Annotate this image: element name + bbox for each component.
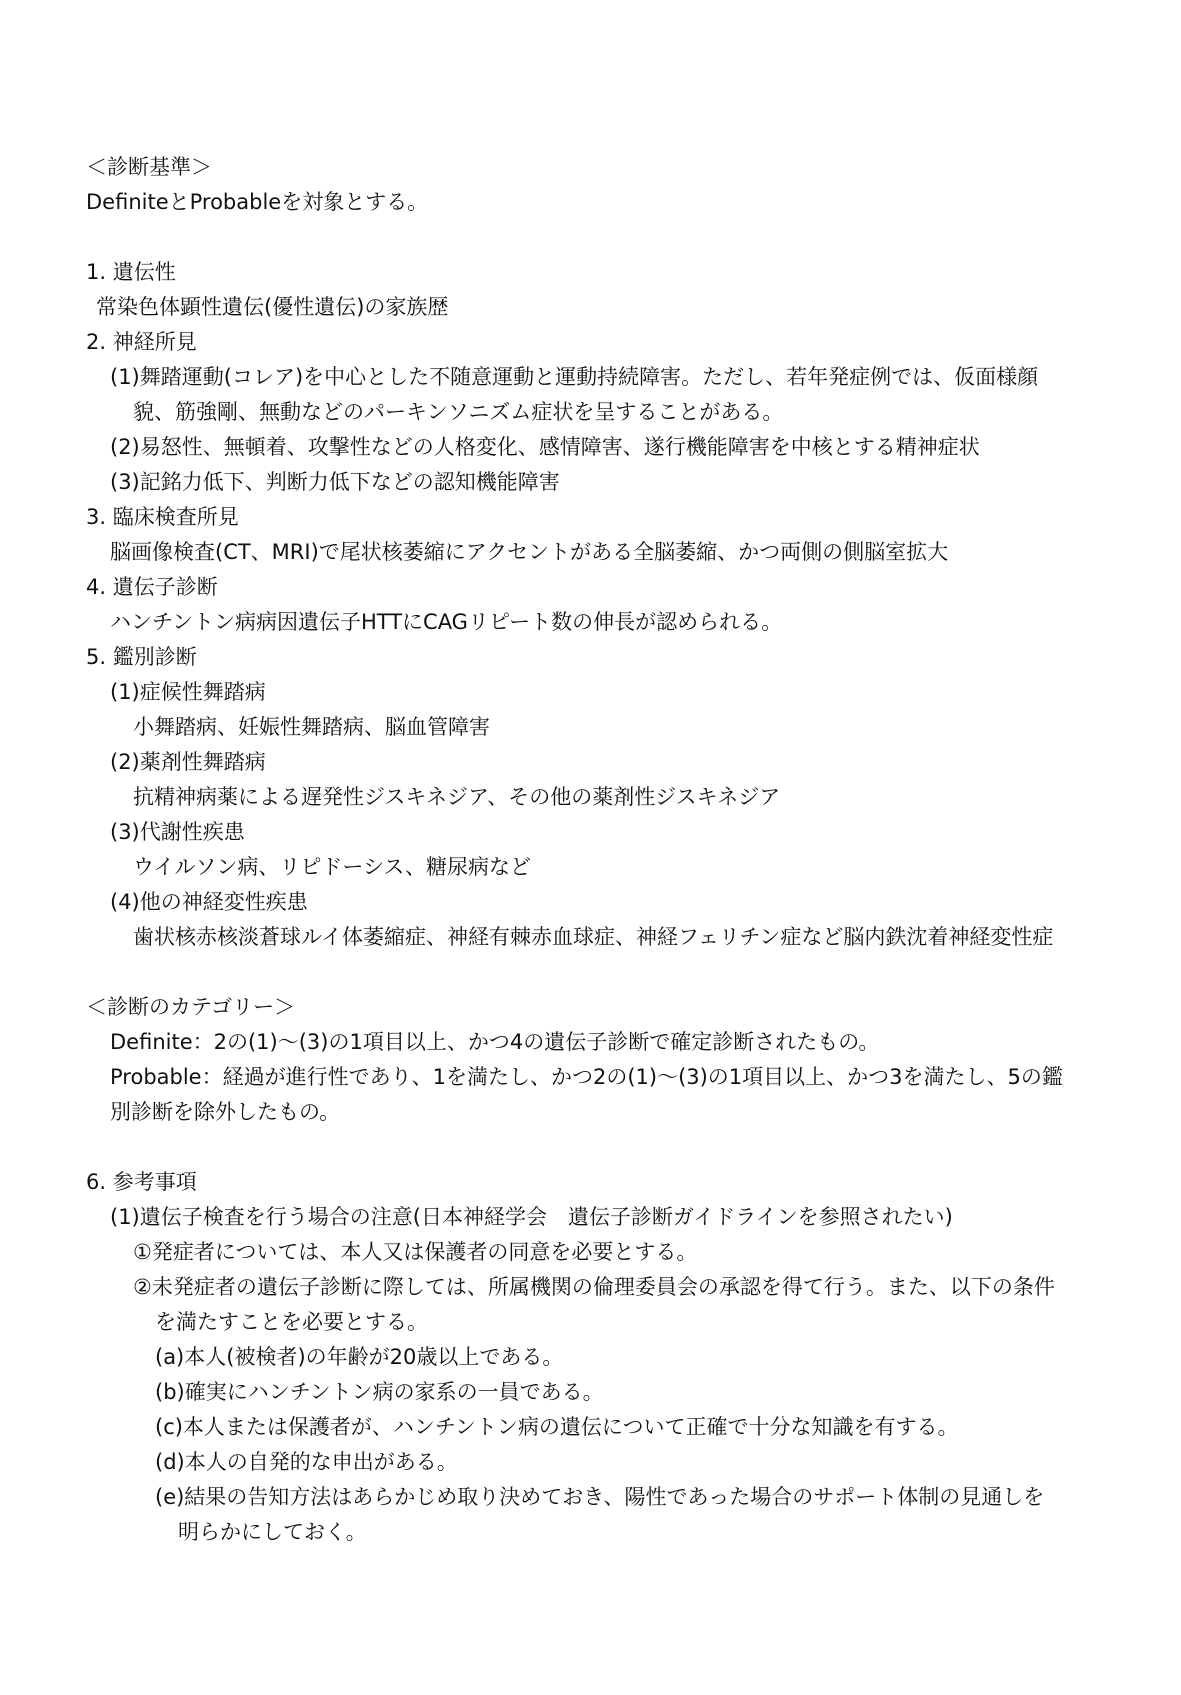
references-note-2-line1: ②未発症者の遺伝子診断に際しては、所属機関の倫理委員会の承認を得て行う。また、以下の条件: [133, 1275, 1055, 1299]
section-body-genetic-diagnosis: ハンチントン病病因遺伝子HTTにCAGリピート数の伸長が認められる。: [110, 610, 783, 634]
section-title-neuro-findings: 2. 神経所見: [86, 330, 197, 354]
differential-item-3-body: ウイルソン病、リピドーシス、糖尿病など: [133, 855, 531, 879]
section-title-references: 6. 参考事項: [86, 1170, 197, 1194]
section-title-differential: 5. 鑑別診断: [86, 645, 197, 669]
condition-e-line1: (e)結果の告知方法はあらかじめ取り決めておき、陽性であった場合のサポート体制の見通しを: [155, 1485, 1045, 1509]
neuro-item-2: (2)易怒性、無頓着、攻撃性などの人格変化、感情障害、遂行機能障害を中核とする精神症状: [110, 435, 980, 459]
condition-b: (b)確実にハンチントン病の家系の一員である。: [155, 1380, 604, 1404]
section-title-heredity: 1. 遺伝性: [86, 260, 176, 284]
references-note-1: ①発症者については、本人又は保護者の同意を必要とする。: [133, 1240, 698, 1264]
differential-item-2-body: 抗精神病薬による遅発性ジスキネジア、その他の薬剤性ジスキネジア: [133, 785, 781, 809]
condition-d: (d)本人の自発的な申出がある。: [155, 1450, 458, 1474]
section-body-heredity: 常染色体顕性遺伝(優性遺伝)の家族歴: [96, 295, 449, 319]
neuro-item-3: (3)記銘力低下、判断力低下などの認知機能障害: [110, 470, 560, 494]
category-definite: Definite：2の(1)～(3)の1項目以上、かつ4の遺伝子診断で確定診断されたもの。: [110, 1030, 880, 1054]
section-body-clinical-tests: 脳画像検査(CT、MRI)で尾状核萎縮にアクセントがある全脳萎縮、かつ両側の側脳室拡大: [110, 540, 949, 564]
condition-c: (c)本人または保護者が、ハンチントン病の遺伝について正確で十分な知識を有する。: [155, 1415, 959, 1439]
condition-a: (a)本人(被検者)の年齢が20歳以上である。: [155, 1345, 564, 1369]
category-probable-line2: 別診断を除外したもの。: [110, 1100, 341, 1124]
references-note-2-line2: を満たすことを必要とする。: [155, 1310, 428, 1334]
differential-item-4-body: 歯状核赤核淡蒼球ルイ体萎縮症、神経有棘赤血球症、神経フェリチン症など脳内鉄沈着神経変性症: [133, 925, 1054, 949]
section-title-clinical-tests: 3. 臨床検査所見: [86, 505, 239, 529]
condition-e-line2: 明らかにしておく。: [178, 1520, 367, 1544]
differential-item-1: (1)症候性舞踏病: [110, 680, 266, 704]
differential-item-2: (2)薬剤性舞踏病: [110, 750, 266, 774]
section-heading-criteria: ＜診断基準＞: [86, 155, 212, 179]
section-title-genetic-diagnosis: 4. 遺伝子診断: [86, 575, 218, 599]
differential-item-3: (3)代謝性疾患: [110, 820, 245, 844]
differential-item-1-body: 小舞踏病、妊娠性舞踏病、脳血管障害: [133, 715, 490, 739]
section-heading-category: ＜診断のカテゴリー＞: [86, 995, 296, 1019]
category-probable-line1: Probable：経過が進行性であり、1を満たし、かつ2の(1)～(3)の1項目以上、かつ3を満たし、5の鑑: [110, 1065, 1063, 1089]
references-item-1: (1)遺伝子検査を行う場合の注意(日本神経学会 遺伝子診断ガイドラインを参照されたい): [110, 1205, 953, 1229]
differential-item-4: (4)他の神経変性疾患: [110, 890, 308, 914]
neuro-item-1-line2: 貌、筋強剛、無動などのパーキンソニズム症状を呈することがある。: [133, 400, 784, 424]
neuro-item-1-line1: (1)舞踏運動(コレア)を中心とした不随意運動と運動持続障害。ただし、若年発症例では、仮面様顔: [110, 365, 1039, 389]
intro-text: DefiniteとProbableを対象とする。: [86, 190, 429, 214]
